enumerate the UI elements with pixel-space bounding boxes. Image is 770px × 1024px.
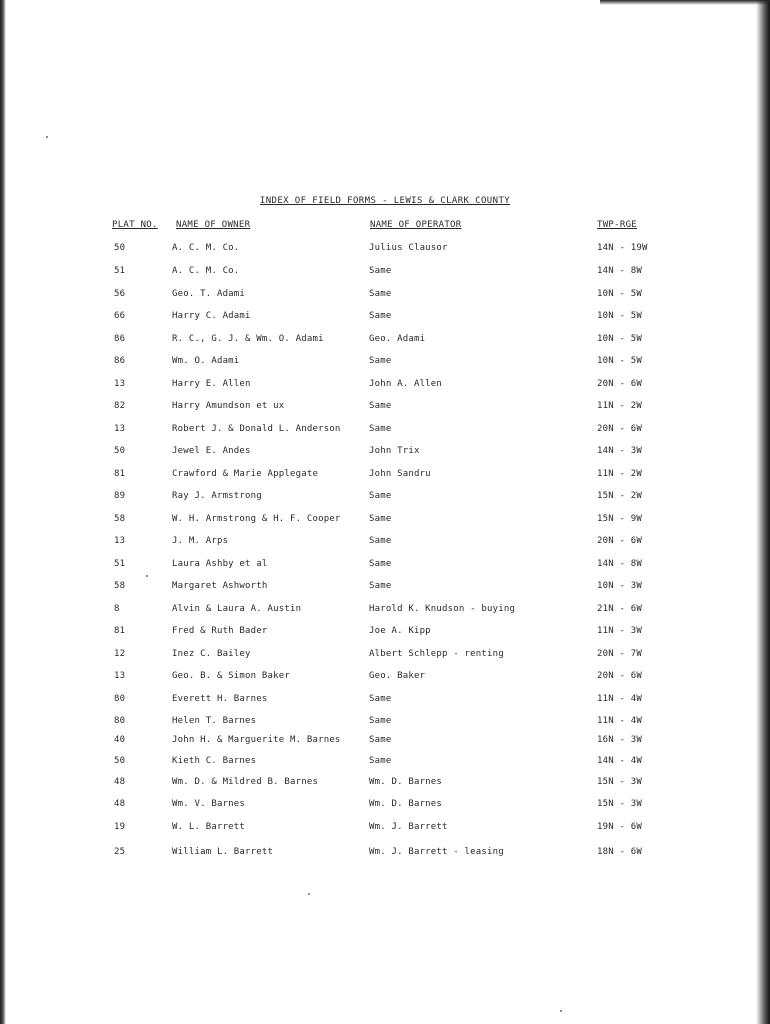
plat-number: 13 xyxy=(114,424,126,434)
owner-name: Everett H. Barnes xyxy=(172,694,268,704)
owner-name: A. C. M. Co. xyxy=(172,266,240,276)
column-header-owner: NAME OF OWNER xyxy=(176,220,251,230)
township-range: 10N - 3W xyxy=(597,581,642,591)
table-row xyxy=(0,626,770,640)
township-range: 11N - 2W xyxy=(597,401,642,411)
township-range: 11N - 2W xyxy=(597,469,642,479)
plat-number: 86 xyxy=(114,334,126,344)
plat-number: 48 xyxy=(114,777,126,787)
operator-name: Same xyxy=(369,756,392,766)
operator-name: Albert Schlepp - renting xyxy=(369,649,504,659)
owner-name: Wm. D. & Mildred B. Barnes xyxy=(172,777,319,787)
township-range: 11N - 4W xyxy=(597,694,642,704)
operator-name: Same xyxy=(369,266,392,276)
table-row xyxy=(0,559,770,573)
scan-edge-right xyxy=(756,0,770,1024)
township-range: 10N - 5W xyxy=(597,356,642,366)
operator-name: Joe A. Kipp xyxy=(369,626,431,636)
table-row xyxy=(0,716,770,730)
operator-name: John A. Allen xyxy=(369,379,443,389)
owner-name: Jewel E. Andes xyxy=(172,446,251,456)
table-row xyxy=(0,379,770,393)
column-header-plat: PLAT NO. xyxy=(112,220,158,230)
plat-number: 19 xyxy=(114,822,126,832)
plat-number: 13 xyxy=(114,536,126,546)
owner-name: W. H. Armstrong & H. F. Cooper xyxy=(172,514,341,524)
owner-name: Margaret Ashworth xyxy=(172,581,268,591)
township-range: 14N - 8W xyxy=(597,266,642,276)
operator-name: Same xyxy=(369,289,392,299)
plat-number: 8 xyxy=(114,604,120,614)
table-row xyxy=(0,604,770,618)
table-row xyxy=(0,581,770,595)
owner-name: A. C. M. Co. xyxy=(172,243,240,253)
table-row xyxy=(0,446,770,460)
table-row xyxy=(0,514,770,528)
table-row xyxy=(0,243,770,257)
document-title: INDEX OF FIELD FORMS - LEWIS & CLARK COUNTY xyxy=(259,196,511,206)
township-range: 14N - 3W xyxy=(597,446,642,456)
operator-name: Wm. J. Barrett xyxy=(369,822,448,832)
column-header-twp-rge: TWP-RGE xyxy=(597,220,638,230)
township-range: 20N - 6W xyxy=(597,379,642,389)
operator-name: Geo. Baker xyxy=(369,671,426,681)
owner-name: Wm. O. Adami xyxy=(172,356,240,366)
township-range: 21N - 6W xyxy=(597,604,642,614)
township-range: 19N - 6W xyxy=(597,822,642,832)
township-range: 15N - 3W xyxy=(597,799,642,809)
table-row xyxy=(0,822,770,836)
plat-number: 50 xyxy=(114,243,126,253)
plat-number: 25 xyxy=(114,847,126,857)
township-range: 11N - 4W xyxy=(597,716,642,726)
column-header-operator: NAME OF OPERATOR xyxy=(370,220,462,230)
table-row xyxy=(0,756,770,770)
plat-number: 80 xyxy=(114,694,126,704)
township-range: 11N - 3W xyxy=(597,626,642,636)
table-row xyxy=(0,799,770,813)
table-row xyxy=(0,536,770,550)
table-row xyxy=(0,735,770,749)
table-row xyxy=(0,777,770,791)
plat-number: 66 xyxy=(114,311,126,321)
operator-name: Same xyxy=(369,559,392,569)
operator-name: Wm. D. Barnes xyxy=(369,799,443,809)
table-row xyxy=(0,401,770,415)
table-row xyxy=(0,847,770,861)
table-row xyxy=(0,491,770,505)
table-row xyxy=(0,469,770,483)
owner-name: Wm. V. Barnes xyxy=(172,799,246,809)
table-row xyxy=(0,356,770,370)
operator-name: Same xyxy=(369,356,392,366)
plat-number: 89 xyxy=(114,491,126,501)
township-range: 10N - 5W xyxy=(597,334,642,344)
township-range: 16N - 3W xyxy=(597,735,642,745)
owner-name: Harry C. Adami xyxy=(172,311,251,321)
township-range: 14N - 4W xyxy=(597,756,642,766)
operator-name: Wm. J. Barrett - leasing xyxy=(369,847,504,857)
owner-name: Laura Ashby et al xyxy=(172,559,268,569)
township-range: 20N - 6W xyxy=(597,536,642,546)
owner-name: Geo. B. & Simon Baker xyxy=(172,671,290,681)
owner-name: R. C., G. J. & Wm. O. Adami xyxy=(172,334,324,344)
plat-number: 13 xyxy=(114,671,126,681)
plat-number: 48 xyxy=(114,799,126,809)
owner-name: Robert J. & Donald L. Anderson xyxy=(172,424,341,434)
owner-name: Alvin & Laura A. Austin xyxy=(172,604,302,614)
plat-number: 12 xyxy=(114,649,126,659)
operator-name: Same xyxy=(369,536,392,546)
table-row xyxy=(0,311,770,325)
table-row xyxy=(0,649,770,663)
plat-number: 81 xyxy=(114,469,126,479)
plat-number: 81 xyxy=(114,626,126,636)
owner-name: William L. Barrett xyxy=(172,847,274,857)
operator-name: Harold K. Knudson - buying xyxy=(369,604,516,614)
owner-name: Inez C. Bailey xyxy=(172,649,251,659)
owner-name: Kieth C. Barnes xyxy=(172,756,257,766)
table-row xyxy=(0,694,770,708)
operator-name: Same xyxy=(369,401,392,411)
scan-speck xyxy=(308,893,310,895)
township-range: 15N - 2W xyxy=(597,491,642,501)
table-row xyxy=(0,289,770,303)
operator-name: Same xyxy=(369,424,392,434)
operator-name: Same xyxy=(369,581,392,591)
owner-name: Fred & Ruth Bader xyxy=(172,626,268,636)
table-row xyxy=(0,424,770,438)
owner-name: Crawford & Marie Applegate xyxy=(172,469,319,479)
owner-name: John H. & Marguerite M. Barnes xyxy=(172,735,341,745)
operator-name: Same xyxy=(369,311,392,321)
operator-name: Same xyxy=(369,491,392,501)
owner-name: Ray J. Armstrong xyxy=(172,491,262,501)
operator-name: John Trix xyxy=(369,446,420,456)
plat-number: 51 xyxy=(114,559,126,569)
operator-name: Same xyxy=(369,735,392,745)
plat-number: 50 xyxy=(114,446,126,456)
owner-name: Harry Amundson et ux xyxy=(172,401,285,411)
operator-name: Geo. Adami xyxy=(369,334,426,344)
table-row xyxy=(0,334,770,348)
plat-number: 82 xyxy=(114,401,126,411)
operator-name: Same xyxy=(369,514,392,524)
owner-name: W. L. Barrett xyxy=(172,822,246,832)
operator-name: Same xyxy=(369,716,392,726)
plat-number: 40 xyxy=(114,735,126,745)
owner-name: Harry E. Allen xyxy=(172,379,251,389)
township-range: 10N - 5W xyxy=(597,289,642,299)
plat-number: 56 xyxy=(114,289,126,299)
township-range: 14N - 8W xyxy=(597,559,642,569)
scan-speck xyxy=(146,575,148,577)
township-range: 20N - 6W xyxy=(597,424,642,434)
township-range: 15N - 3W xyxy=(597,777,642,787)
plat-number: 58 xyxy=(114,514,126,524)
scan-speck xyxy=(560,1010,562,1012)
table-row xyxy=(0,266,770,280)
plat-number: 51 xyxy=(114,266,126,276)
owner-name: Helen T. Barnes xyxy=(172,716,257,726)
table-row xyxy=(0,671,770,685)
scan-edge-top xyxy=(600,0,770,5)
scan-edge-left xyxy=(0,0,6,1024)
plat-number: 13 xyxy=(114,379,126,389)
operator-name: Julius Clausor xyxy=(369,243,448,253)
plat-number: 86 xyxy=(114,356,126,366)
owner-name: J. M. Arps xyxy=(172,536,229,546)
operator-name: Same xyxy=(369,694,392,704)
township-range: 14N - 19W xyxy=(597,243,648,253)
township-range: 20N - 7W xyxy=(597,649,642,659)
township-range: 15N - 9W xyxy=(597,514,642,524)
plat-number: 50 xyxy=(114,756,126,766)
plat-number: 58 xyxy=(114,581,126,591)
scan-speck xyxy=(46,136,48,138)
plat-number: 80 xyxy=(114,716,126,726)
township-range: 20N - 6W xyxy=(597,671,642,681)
township-range: 18N - 6W xyxy=(597,847,642,857)
operator-name: Wm. D. Barnes xyxy=(369,777,443,787)
owner-name: Geo. T. Adami xyxy=(172,289,246,299)
township-range: 10N - 5W xyxy=(597,311,642,321)
operator-name: John Sandru xyxy=(369,469,431,479)
